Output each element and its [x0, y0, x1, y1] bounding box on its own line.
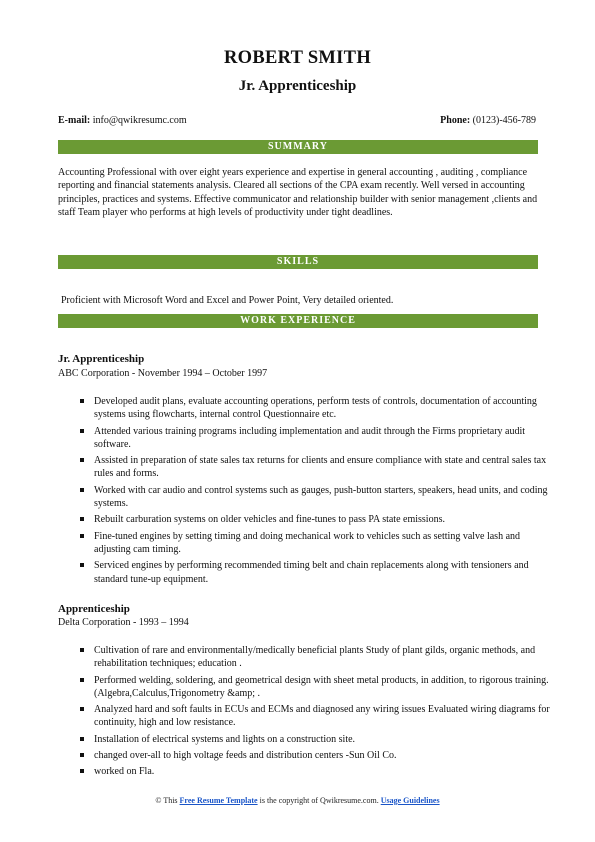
- list-item: worked on Fla.: [94, 765, 554, 778]
- list-item: Developed audit plans, evaluate accounting operations, perform tests of controls, documentation of accounting systems using flowcharts, internal control Questionnaire etc.: [94, 395, 554, 422]
- job-title: Apprenticeship: [58, 603, 130, 615]
- job-title: Jr. Apprenticeship: [58, 353, 145, 365]
- email-value[interactable]: info@qwikresumc.com: [92, 115, 187, 126]
- phone-value: (0123)-456-789: [472, 115, 536, 126]
- summary-heading: SUMMARY: [58, 140, 538, 154]
- email-label: E-mail:: [58, 115, 91, 126]
- candidate-name: ROBERT SMITH: [223, 48, 372, 68]
- job-company-dates: ABC Corporation - November 1994 – October 1997: [58, 368, 268, 379]
- footer-prefix: © This: [155, 796, 178, 805]
- job-bullet-list: [78, 644, 554, 782]
- list-item: Worked with car audio and control systems such as gauges, push-button starters, speakers, head units, and coding systems.: [94, 484, 554, 511]
- skills-text: Proficient with Microsoft Word and Excel and Power Point, Very detailed oriented.: [61, 295, 394, 306]
- candidate-title: Jr. Apprenticeship: [238, 78, 357, 94]
- list-item: Assisted in preparation of state sales tax returns for clients and ensure compliance with state and central sales tax rules and forms.: [94, 454, 554, 481]
- list-item: Performed welding, soldering, and geometrical design with sheet metal products, in addition, to rigorous training.(Algebra,Calculus,Trigonometry &amp; .: [94, 674, 554, 701]
- list-item: Analyzed hard and soft faults in ECUs and ECMs and diagnosed any wiring issues Evaluated wiring diagrams for continuity, high and low resistance.: [94, 703, 554, 730]
- phone-block: [440, 114, 536, 128]
- list-item: changed over-all to high voltage feeds and distribution centers -Sun Oil Co.: [94, 749, 554, 762]
- job-company-dates: Delta Corporation - 1993 – 1994: [58, 617, 189, 628]
- list-item: Cultivation of rare and environmentally/medically beneficial plants Study of plant gilds, organic methods, and rehabilitation techniques; education .: [94, 644, 554, 671]
- work-experience-heading: WORK EXPERIENCE: [58, 314, 538, 328]
- free-resume-template-link[interactable]: Free Resume Template: [179, 796, 258, 805]
- summary-text: Accounting Professional with over eight years experience and expertise in general accounting , auditing , compliance reporting and financial statements analysis. Cleared all sections of the CPA exam recently. Well versed in accounting principles, practices and systems. Effective communicator and relationship builder with senior management ,clients and staff Team player who performs at high levels of productivity under tight deadlines.: [58, 167, 538, 218]
- usage-guidelines-link[interactable]: Usage Guidelines: [380, 796, 440, 805]
- phone-label: Phone:: [440, 115, 471, 126]
- list-item: Installation of electrical systems and lights on a construction site.: [94, 733, 554, 746]
- list-item: Attended various training programs including implementation and audit through the Firms proprietary audit software.: [94, 425, 554, 452]
- footer-middle: is the copyright of Qwikresume.com.: [259, 796, 379, 805]
- email-block: [58, 114, 187, 128]
- skills-heading: SKILLS: [58, 255, 538, 269]
- list-item: Rebuilt carburation systems on older vehicles and fine-tunes to pass PA state emissions.: [94, 513, 554, 526]
- list-item: Fine-tuned engines by setting timing and doing mechanical work to vehicles such as setting valve lash and adjusting cam timing.: [94, 530, 554, 557]
- job-bullet-list: [78, 395, 554, 589]
- copyright-footer: [0, 795, 595, 806]
- list-item: Serviced engines by performing recommended timing belt and chain replacements along with tensioners and standard tune-up equipment.: [94, 559, 554, 586]
